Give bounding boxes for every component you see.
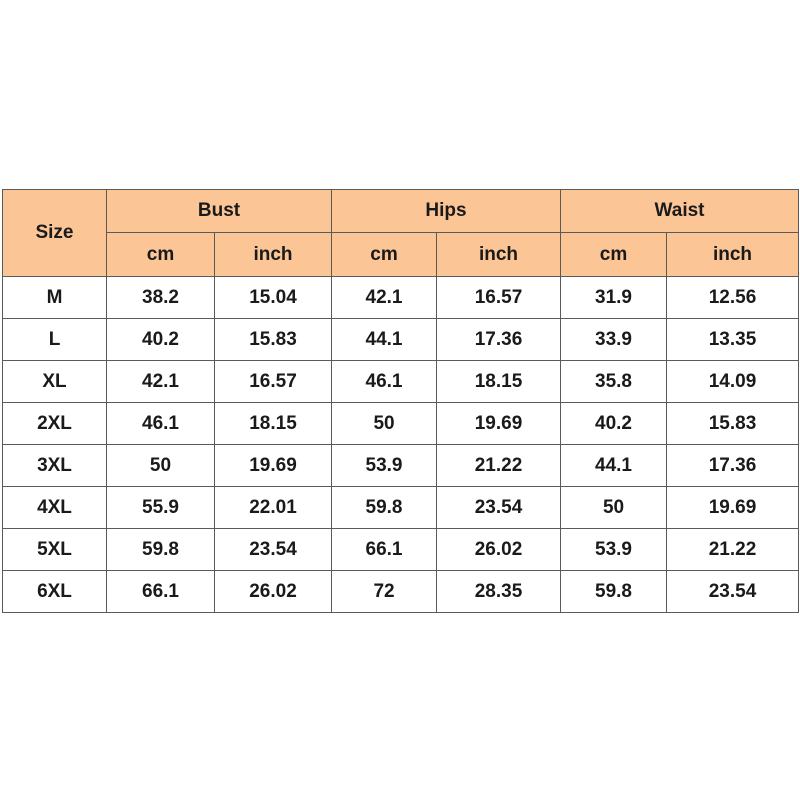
table-row	[3, 529, 799, 571]
waist-cm-cell: 59.8	[561, 571, 667, 613]
size-chart-body	[3, 277, 799, 613]
hips-inch-cell: 26.02	[437, 529, 561, 571]
hips-cm-cell: 42.1	[332, 277, 437, 319]
waist-cm-cell: 40.2	[561, 403, 667, 445]
hips-cm-cell: 66.1	[332, 529, 437, 571]
hips-cm-cell: 72	[332, 571, 437, 613]
waist-inch-cell: 13.35	[667, 319, 799, 361]
hips-cm-cell: 46.1	[332, 361, 437, 403]
size-cell: 6XL	[3, 571, 107, 613]
size-chart-table	[2, 189, 799, 613]
waist-cm-cell: 44.1	[561, 445, 667, 487]
bust-cm-header: cm	[107, 233, 215, 277]
bust-cm-cell: 42.1	[107, 361, 215, 403]
table-row	[3, 445, 799, 487]
table-row	[3, 319, 799, 361]
waist-cm-cell: 35.8	[561, 361, 667, 403]
table-row	[3, 277, 799, 319]
size-cell: XL	[3, 361, 107, 403]
size-cell: M	[3, 277, 107, 319]
bust-inch-header: inch	[215, 233, 332, 277]
waist-inch-cell: 17.36	[667, 445, 799, 487]
bust-inch-cell: 16.57	[215, 361, 332, 403]
hips-inch-cell: 19.69	[437, 403, 561, 445]
bust-cm-cell: 50	[107, 445, 215, 487]
hips-cm-header: cm	[332, 233, 437, 277]
hips-cm-cell: 59.8	[332, 487, 437, 529]
table-row	[3, 361, 799, 403]
table-row	[3, 571, 799, 613]
hips-cm-cell: 50	[332, 403, 437, 445]
waist-cm-cell: 31.9	[561, 277, 667, 319]
bust-cm-cell: 55.9	[107, 487, 215, 529]
waist-inch-cell: 19.69	[667, 487, 799, 529]
bust-cm-cell: 38.2	[107, 277, 215, 319]
waist-group-header: Waist	[561, 190, 799, 233]
hips-inch-cell: 23.54	[437, 487, 561, 529]
hips-inch-header: inch	[437, 233, 561, 277]
waist-inch-cell: 23.54	[667, 571, 799, 613]
waist-inch-cell: 12.56	[667, 277, 799, 319]
table-row	[3, 487, 799, 529]
table-row	[3, 403, 799, 445]
bust-inch-cell: 26.02	[215, 571, 332, 613]
bust-cm-cell: 59.8	[107, 529, 215, 571]
bust-inch-cell: 18.15	[215, 403, 332, 445]
waist-inch-cell: 14.09	[667, 361, 799, 403]
bust-cm-cell: 40.2	[107, 319, 215, 361]
hips-inch-cell: 28.35	[437, 571, 561, 613]
hips-inch-cell: 21.22	[437, 445, 561, 487]
bust-inch-cell: 19.69	[215, 445, 332, 487]
bust-cm-cell: 66.1	[107, 571, 215, 613]
hips-group-header: Hips	[332, 190, 561, 233]
bust-cm-cell: 46.1	[107, 403, 215, 445]
size-cell: 4XL	[3, 487, 107, 529]
waist-inch-cell: 15.83	[667, 403, 799, 445]
waist-cm-header: cm	[561, 233, 667, 277]
header-group-row	[3, 190, 799, 233]
size-cell: 3XL	[3, 445, 107, 487]
waist-cm-cell: 53.9	[561, 529, 667, 571]
bust-inch-cell: 23.54	[215, 529, 332, 571]
waist-cm-cell: 50	[561, 487, 667, 529]
size-cell: 5XL	[3, 529, 107, 571]
size-cell: L	[3, 319, 107, 361]
bust-inch-cell: 15.83	[215, 319, 332, 361]
waist-inch-cell: 21.22	[667, 529, 799, 571]
size-chart-header	[3, 190, 799, 277]
hips-inch-cell: 16.57	[437, 277, 561, 319]
waist-cm-cell: 33.9	[561, 319, 667, 361]
waist-inch-header: inch	[667, 233, 799, 277]
bust-inch-cell: 15.04	[215, 277, 332, 319]
header-unit-row	[3, 233, 799, 277]
hips-inch-cell: 18.15	[437, 361, 561, 403]
hips-inch-cell: 17.36	[437, 319, 561, 361]
hips-cm-cell: 44.1	[332, 319, 437, 361]
size-column-header: Size	[3, 190, 107, 277]
bust-group-header: Bust	[107, 190, 332, 233]
hips-cm-cell: 53.9	[332, 445, 437, 487]
bust-inch-cell: 22.01	[215, 487, 332, 529]
size-cell: 2XL	[3, 403, 107, 445]
